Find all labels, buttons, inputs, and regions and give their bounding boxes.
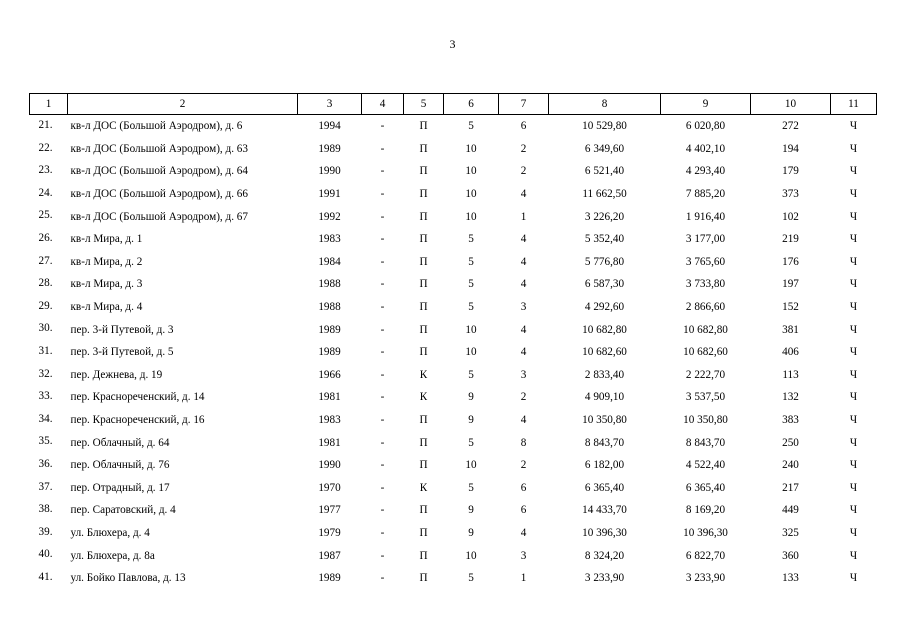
cell-year-built: 1989 <box>318 572 341 585</box>
cell-col-4: - <box>380 504 385 517</box>
cell-ownership: Ч <box>849 481 858 494</box>
cell-floors: 10 <box>465 142 477 155</box>
cell-entrances: 2 <box>520 391 527 404</box>
cell-entrances: 2 <box>520 142 527 155</box>
cell-year-built: 1991 <box>318 188 341 201</box>
cell-address: кв-л Мира, д. 4 <box>70 301 143 314</box>
table-row <box>30 454 877 477</box>
table-row <box>30 228 877 251</box>
cell-living-area: 6 365,40 <box>685 481 726 494</box>
cell-living-area: 3 765,60 <box>685 255 726 268</box>
cell-address: пер. Краснореченский, д. 16 <box>70 414 205 427</box>
cell-address: пер. Саратовский, д. 4 <box>70 504 176 517</box>
cell-residents: 360 <box>782 549 799 562</box>
cell-living-area: 10 350,80 <box>683 414 728 427</box>
cell-row-number: 39. <box>38 525 53 538</box>
cell-row-number: 31. <box>38 344 53 357</box>
column-header-9: 9 <box>661 94 751 115</box>
cell-total-area: 6 521,40 <box>584 165 625 178</box>
column-header-1: 1 <box>30 94 68 115</box>
cell-floors: 5 <box>468 233 474 246</box>
cell-total-area: 4 909,10 <box>584 391 625 404</box>
cell-living-area: 3 537,50 <box>685 391 726 404</box>
cell-col-4: - <box>380 210 385 223</box>
cell-ownership: Ч <box>849 188 858 201</box>
cell-total-area: 10 350,80 <box>582 414 627 427</box>
column-header-10: 10 <box>751 94 831 115</box>
cell-residents: 240 <box>782 459 799 472</box>
table-row <box>30 205 877 228</box>
column-header-7: 7 <box>499 94 549 115</box>
table-row <box>30 251 877 274</box>
cell-address: кв-л ДОС (Большой Аэродром), д. 66 <box>70 188 248 201</box>
cell-total-area: 11 662,50 <box>582 188 627 201</box>
cell-year-built: 1984 <box>318 255 341 268</box>
cell-row-number: 23. <box>38 164 53 177</box>
cell-entrances: 4 <box>520 346 527 359</box>
cell-entrances: 3 <box>520 368 527 381</box>
cell-ownership: Ч <box>849 549 858 562</box>
table-row <box>30 341 877 364</box>
cell-address: кв-л ДОС (Большой Аэродром), д. 6 <box>70 120 243 133</box>
table-row <box>30 318 877 341</box>
cell-row-number: 41. <box>38 570 53 583</box>
cell-address: кв-л ДОС (Большой Аэродром), д. 63 <box>70 142 248 155</box>
cell-entrances: 4 <box>520 278 527 291</box>
cell-total-area: 6 365,40 <box>584 481 625 494</box>
header-row <box>30 94 877 115</box>
cell-col-4: - <box>380 368 385 381</box>
cell-floors: 9 <box>468 391 474 404</box>
cell-floors: 10 <box>465 210 477 223</box>
cell-entrances: 3 <box>520 549 527 562</box>
cell-col-4: - <box>380 278 385 291</box>
cell-residents: 383 <box>782 414 799 427</box>
column-header-4: 4 <box>362 94 404 115</box>
cell-row-number: 36. <box>38 457 53 470</box>
cell-wall-material: П <box>419 255 428 268</box>
cell-address: ул. Блюхера, д. 4 <box>70 526 150 539</box>
cell-wall-material: П <box>419 346 428 359</box>
cell-floors: 10 <box>465 346 477 359</box>
cell-wall-material: П <box>419 233 428 246</box>
cell-col-4: - <box>380 165 385 178</box>
cell-floors: 10 <box>465 549 477 562</box>
cell-floors: 9 <box>468 504 474 517</box>
cell-wall-material: П <box>419 526 428 539</box>
cell-floors: 5 <box>468 572 474 585</box>
table-row <box>30 115 877 138</box>
cell-total-area: 10 682,80 <box>582 323 627 336</box>
column-header-8: 8 <box>549 94 661 115</box>
cell-floors: 9 <box>468 414 474 427</box>
column-header-3: 3 <box>298 94 362 115</box>
cell-residents: 381 <box>782 323 799 336</box>
cell-residents: 449 <box>782 504 799 517</box>
table-row <box>30 160 877 183</box>
cell-col-4: - <box>380 142 385 155</box>
cell-total-area: 6 587,30 <box>584 278 625 291</box>
cell-row-number: 27. <box>38 254 53 267</box>
cell-address: пер. 3-й Путевой, д. 5 <box>70 346 174 359</box>
table-row <box>30 409 877 432</box>
cell-wall-material: К <box>419 368 428 381</box>
cell-wall-material: К <box>419 481 428 494</box>
cell-entrances: 4 <box>520 414 527 427</box>
cell-ownership: Ч <box>849 459 858 472</box>
cell-year-built: 1966 <box>318 368 341 381</box>
cell-address: пер. Краснореченский, д. 14 <box>70 391 205 404</box>
cell-col-4: - <box>380 323 385 336</box>
cell-entrances: 2 <box>520 165 527 178</box>
table-row <box>30 183 877 206</box>
cell-total-area: 4 292,60 <box>584 301 625 314</box>
cell-floors: 9 <box>468 526 474 539</box>
cell-address: пер. Облачный, д. 64 <box>70 436 170 449</box>
cell-col-4: - <box>380 436 385 449</box>
cell-col-4: - <box>380 346 385 359</box>
cell-address: пер. Отрадный, д. 17 <box>70 481 170 494</box>
cell-wall-material: П <box>419 436 428 449</box>
cell-year-built: 1981 <box>318 391 341 404</box>
cell-residents: 102 <box>782 210 799 223</box>
cell-row-number: 37. <box>38 480 53 493</box>
cell-year-built: 1988 <box>318 278 341 291</box>
cell-row-number: 28. <box>38 277 53 290</box>
cell-col-4: - <box>380 526 385 539</box>
cell-col-4: - <box>380 459 385 472</box>
cell-address: пер. Облачный, д. 76 <box>70 459 170 472</box>
cell-row-number: 26. <box>38 231 53 244</box>
cell-address: ул. Бойко Павлова, д. 13 <box>70 572 186 585</box>
cell-residents: 217 <box>782 481 799 494</box>
cell-living-area: 3 177,00 <box>685 233 726 246</box>
cell-entrances: 4 <box>520 526 527 539</box>
cell-year-built: 1989 <box>318 346 341 359</box>
cell-col-4: - <box>380 391 385 404</box>
column-header-11: 11 <box>831 94 877 115</box>
cell-living-area: 10 682,80 <box>683 323 728 336</box>
cell-living-area: 1 916,40 <box>685 210 726 223</box>
cell-address: кв-л ДОС (Большой Аэродром), д. 64 <box>70 165 248 178</box>
cell-row-number: 25. <box>38 209 53 222</box>
column-header-6: 6 <box>444 94 499 115</box>
cell-ownership: Ч <box>849 255 858 268</box>
cell-year-built: 1990 <box>318 459 341 472</box>
cell-living-area: 8 169,20 <box>685 504 726 517</box>
cell-address: кв-л Мира, д. 3 <box>70 278 143 291</box>
table-row <box>30 364 877 387</box>
cell-row-number: 30. <box>38 322 53 335</box>
cell-floors: 5 <box>468 120 474 133</box>
cell-address: пер. Дежнева, д. 19 <box>70 368 163 381</box>
cell-residents: 406 <box>782 346 799 359</box>
cell-wall-material: П <box>419 165 428 178</box>
cell-residents: 179 <box>782 165 799 178</box>
cell-col-4: - <box>380 188 385 201</box>
cell-ownership: Ч <box>849 278 858 291</box>
table-row <box>30 273 877 296</box>
cell-year-built: 1983 <box>318 414 341 427</box>
cell-address: ул. Блюхера, д. 8а <box>70 549 155 562</box>
cell-residents: 152 <box>782 301 799 314</box>
table-row <box>30 138 877 161</box>
cell-row-number: 29. <box>38 299 53 312</box>
cell-floors: 10 <box>465 323 477 336</box>
cell-living-area: 10 682,60 <box>683 346 728 359</box>
cell-row-number: 32. <box>38 367 53 380</box>
cell-year-built: 1983 <box>318 233 341 246</box>
cell-year-built: 1970 <box>318 481 341 494</box>
cell-entrances: 4 <box>520 255 527 268</box>
cell-col-4: - <box>380 481 385 494</box>
cell-ownership: Ч <box>849 391 858 404</box>
cell-year-built: 1988 <box>318 301 341 314</box>
table-row <box>30 296 877 319</box>
cell-ownership: Ч <box>849 142 858 155</box>
cell-residents: 113 <box>782 368 799 381</box>
table-row <box>30 499 877 522</box>
cell-living-area: 6 020,80 <box>685 120 726 133</box>
cell-year-built: 1979 <box>318 526 341 539</box>
cell-residents: 133 <box>782 572 799 585</box>
cell-entrances: 1 <box>520 210 527 223</box>
cell-entrances: 1 <box>520 572 527 585</box>
cell-row-number: 35. <box>38 435 53 448</box>
cell-row-number: 22. <box>38 141 53 154</box>
cell-total-area: 3 233,90 <box>584 572 625 585</box>
cell-total-area: 14 433,70 <box>582 504 627 517</box>
cell-address: кв-л ДОС (Большой Аэродром), д. 67 <box>70 210 248 223</box>
cell-ownership: Ч <box>849 504 858 517</box>
cell-wall-material: К <box>419 391 428 404</box>
cell-floors: 5 <box>468 301 474 314</box>
cell-row-number: 38. <box>38 503 53 516</box>
cell-total-area: 8 324,20 <box>584 549 625 562</box>
cell-col-4: - <box>380 255 385 268</box>
cell-residents: 219 <box>782 233 799 246</box>
cell-row-number: 40. <box>38 548 53 561</box>
cell-total-area: 10 682,60 <box>582 346 627 359</box>
cell-col-4: - <box>380 233 385 246</box>
cell-living-area: 2 866,60 <box>685 301 726 314</box>
cell-entrances: 4 <box>520 188 527 201</box>
cell-living-area: 7 885,20 <box>685 188 726 201</box>
column-header-5: 5 <box>404 94 444 115</box>
cell-wall-material: П <box>419 549 428 562</box>
cell-wall-material: П <box>419 323 428 336</box>
table-body <box>30 115 877 590</box>
table-header <box>30 94 877 115</box>
cell-ownership: Ч <box>849 165 858 178</box>
cell-total-area: 2 833,40 <box>584 368 625 381</box>
cell-living-area: 6 822,70 <box>685 549 726 562</box>
cell-row-number: 33. <box>38 390 53 403</box>
cell-ownership: Ч <box>849 526 858 539</box>
cell-living-area: 2 222,70 <box>685 368 726 381</box>
cell-residents: 325 <box>782 526 799 539</box>
housing-registry-table <box>29 93 877 589</box>
cell-ownership: Ч <box>849 323 858 336</box>
cell-entrances: 6 <box>520 481 527 494</box>
cell-wall-material: П <box>419 572 428 585</box>
table-row <box>30 522 877 545</box>
cell-wall-material: П <box>419 414 428 427</box>
cell-floors: 5 <box>468 436 474 449</box>
cell-wall-material: П <box>419 142 428 155</box>
cell-total-area: 5 776,80 <box>584 255 625 268</box>
cell-wall-material: П <box>419 504 428 517</box>
cell-floors: 10 <box>465 188 477 201</box>
cell-residents: 250 <box>782 436 799 449</box>
cell-residents: 194 <box>782 142 799 155</box>
cell-residents: 197 <box>782 278 799 291</box>
cell-total-area: 10 529,80 <box>582 120 627 133</box>
cell-entrances: 3 <box>520 301 527 314</box>
cell-wall-material: П <box>419 459 428 472</box>
table-row <box>30 477 877 500</box>
cell-year-built: 1987 <box>318 549 341 562</box>
cell-col-4: - <box>380 120 385 133</box>
cell-entrances: 6 <box>520 120 527 133</box>
cell-address: кв-л Мира, д. 1 <box>70 233 143 246</box>
cell-year-built: 1989 <box>318 142 341 155</box>
cell-col-4: - <box>380 301 385 314</box>
cell-wall-material: П <box>419 188 428 201</box>
cell-residents: 373 <box>782 188 799 201</box>
cell-entrances: 6 <box>520 504 527 517</box>
cell-floors: 10 <box>465 459 477 472</box>
cell-ownership: Ч <box>849 301 858 314</box>
column-header-2: 2 <box>68 94 298 115</box>
cell-address: кв-л Мира, д. 2 <box>70 255 143 268</box>
cell-row-number: 34. <box>38 412 53 425</box>
cell-wall-material: П <box>419 210 428 223</box>
cell-floors: 5 <box>468 278 474 291</box>
table-row <box>30 431 877 454</box>
table-row <box>30 386 877 409</box>
cell-living-area: 8 843,70 <box>685 436 726 449</box>
cell-ownership: Ч <box>849 233 858 246</box>
cell-year-built: 1992 <box>318 210 341 223</box>
cell-floors: 5 <box>468 368 474 381</box>
cell-total-area: 6 182,00 <box>584 459 625 472</box>
cell-year-built: 1989 <box>318 323 341 336</box>
cell-year-built: 1981 <box>318 436 341 449</box>
table-row <box>30 544 877 567</box>
cell-ownership: Ч <box>849 414 858 427</box>
cell-entrances: 4 <box>520 323 527 336</box>
cell-total-area: 6 349,60 <box>584 142 625 155</box>
cell-ownership: Ч <box>849 120 858 133</box>
cell-total-area: 5 352,40 <box>584 233 625 246</box>
cell-ownership: Ч <box>849 210 858 223</box>
cell-col-4: - <box>380 572 385 585</box>
table-row <box>30 567 877 590</box>
cell-row-number: 24. <box>38 186 53 199</box>
cell-floors: 5 <box>468 255 474 268</box>
cell-living-area: 4 293,40 <box>685 165 726 178</box>
cell-residents: 132 <box>782 391 799 404</box>
cell-wall-material: П <box>419 120 428 133</box>
cell-ownership: Ч <box>849 346 858 359</box>
cell-living-area: 4 402,10 <box>685 142 726 155</box>
cell-ownership: Ч <box>849 368 858 381</box>
cell-residents: 176 <box>782 255 799 268</box>
cell-wall-material: П <box>419 301 428 314</box>
cell-living-area: 3 233,90 <box>685 572 726 585</box>
cell-total-area: 8 843,70 <box>584 436 625 449</box>
cell-year-built: 1994 <box>318 120 341 133</box>
page-number: 3 <box>449 37 456 51</box>
cell-wall-material: П <box>419 278 428 291</box>
cell-living-area: 10 396,30 <box>683 526 728 539</box>
cell-floors: 10 <box>465 165 477 178</box>
cell-address: пер. 3-й Путевой, д. 3 <box>70 323 174 336</box>
cell-col-4: - <box>380 414 385 427</box>
cell-ownership: Ч <box>849 572 858 585</box>
cell-ownership: Ч <box>849 436 858 449</box>
cell-year-built: 1977 <box>318 504 341 517</box>
cell-entrances: 2 <box>520 459 527 472</box>
cell-col-4: - <box>380 549 385 562</box>
cell-living-area: 3 733,80 <box>685 278 726 291</box>
cell-year-built: 1990 <box>318 165 341 178</box>
cell-entrances: 8 <box>520 436 527 449</box>
cell-total-area: 3 226,20 <box>584 210 625 223</box>
cell-row-number: 21. <box>38 119 53 131</box>
cell-living-area: 4 522,40 <box>685 459 726 472</box>
cell-residents: 272 <box>782 120 799 133</box>
cell-floors: 5 <box>468 481 474 494</box>
cell-total-area: 10 396,30 <box>582 526 627 539</box>
cell-entrances: 4 <box>520 233 527 246</box>
